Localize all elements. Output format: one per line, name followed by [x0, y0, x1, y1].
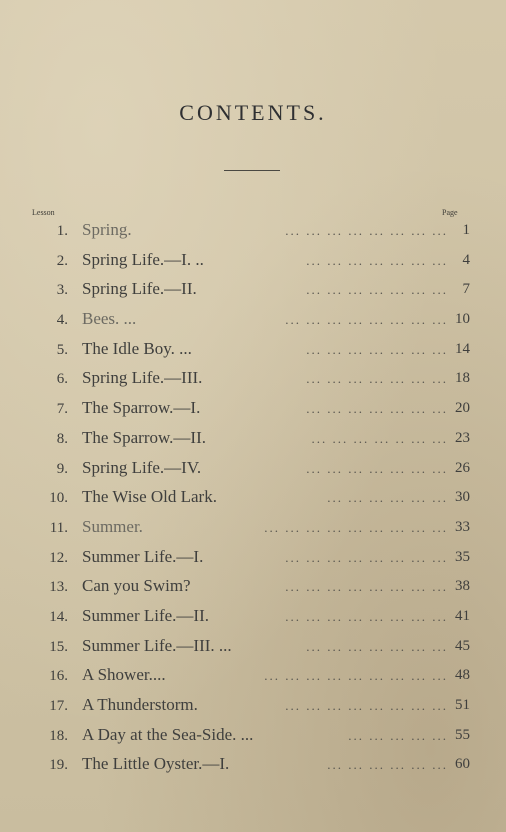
dot-leaders: ... ... ... ... ... ... ... ... ... — [264, 519, 448, 535]
page-number: 41 — [455, 607, 470, 624]
contents-entry — [0, 250, 506, 280]
dot-leaders: ... ... ... ... ... ... ... — [306, 401, 448, 417]
lesson-title: Summer Life.—I. — [82, 546, 204, 566]
lesson-number: 18. — [49, 727, 68, 744]
dot-leaders: ... ... ... ... ... ... — [327, 490, 448, 506]
page-number: 51 — [455, 697, 470, 713]
page-number: 48 — [455, 667, 470, 684]
contents-entry — [0, 368, 506, 398]
contents-entry — [0, 695, 506, 725]
page-number: 14 — [455, 340, 470, 357]
contents-entry — [0, 309, 506, 339]
dot-leaders: ... ... ... ... ... ... ... ... ... — [264, 668, 448, 684]
lesson-number: 14. — [49, 608, 68, 625]
lesson-title: A Shower.... — [82, 665, 166, 685]
contents-entry — [0, 339, 506, 369]
page-number: 45 — [455, 637, 470, 654]
page-number: 38 — [455, 578, 470, 595]
page-number: 26 — [455, 459, 470, 476]
lesson-number: 7. — [56, 401, 68, 418]
lesson-title: The Wise Old Lark. — [82, 487, 217, 507]
lesson-number: 15. — [49, 638, 68, 655]
page-number: 55 — [455, 726, 470, 743]
dot-leaders: ... ... ... ... ... ... ... — [306, 460, 448, 476]
lesson-number: 3. — [56, 282, 68, 299]
lesson-title: The Little Oyster.—I. — [82, 754, 230, 774]
contents-list — [0, 220, 506, 784]
dot-leaders: ... ... ... ... ... ... ... ... — [285, 223, 448, 238]
page-title: CONTENTS. — [179, 100, 327, 125]
lesson-title: Spring Life.—III. — [82, 368, 203, 388]
lesson-number: 10. — [49, 490, 68, 507]
lesson-title: Bees. ... — [82, 309, 137, 329]
lesson-title: Spring Life.—IV. — [82, 457, 202, 477]
dot-leaders: ... ... ... ... ... ... ... ... — [285, 608, 448, 624]
page-number: 20 — [455, 400, 470, 417]
dot-leaders: ... ... ... ... ... ... ... — [306, 341, 448, 357]
dot-leaders: ... ... ... ... ... ... ... — [306, 282, 448, 298]
contents-entry — [0, 279, 506, 309]
lesson-title: Spring Life.—II. — [82, 279, 197, 299]
lesson-title: Summer Life.—III. ... — [82, 635, 232, 655]
page-number: 18 — [455, 370, 470, 387]
lesson-title: Spring. — [82, 220, 132, 239]
lesson-title: Can you Swim? — [82, 576, 191, 596]
page-number: 10 — [455, 311, 470, 328]
lesson-title: Spring Life.—I. .. — [82, 249, 204, 269]
contents-entry — [0, 458, 506, 488]
lesson-title: Summer. — [82, 516, 143, 536]
lesson-number: 11. — [49, 519, 68, 536]
dot-leaders: ... ... ... ... ... ... ... — [306, 252, 448, 268]
lesson-title: A Thunderstorm. — [82, 695, 198, 714]
dot-leaders: ... ... ... ... .. ... ... — [311, 430, 448, 446]
contents-entry — [0, 428, 506, 458]
lesson-number: 13. — [49, 579, 68, 596]
page-number: 4 — [462, 251, 470, 268]
page-number: 1 — [462, 222, 470, 238]
contents-entry — [0, 576, 506, 606]
title-rule — [224, 170, 280, 171]
dot-leaders: ... ... ... ... ... ... ... ... — [285, 549, 448, 565]
contents-entry — [0, 517, 506, 547]
contents-entry — [0, 725, 506, 755]
lesson-number: 1. — [56, 223, 68, 239]
lesson-number: 16. — [49, 668, 68, 685]
dot-leaders: ... ... ... ... ... ... ... ... — [285, 698, 448, 713]
contents-entry — [0, 398, 506, 428]
dot-leaders: ... ... ... ... ... ... — [327, 757, 448, 773]
page-number: 60 — [455, 756, 470, 773]
lesson-number: 2. — [56, 252, 68, 269]
page-number: 35 — [455, 548, 470, 565]
contents-entry — [0, 754, 506, 784]
contents-entry — [0, 547, 506, 577]
lesson-number: 8. — [56, 430, 68, 447]
lesson-number: 4. — [56, 312, 68, 329]
lesson-title: Summer Life.—II. — [82, 605, 209, 625]
page-number: 7 — [462, 281, 470, 298]
lesson-title: The Idle Boy. ... — [82, 338, 192, 358]
lesson-number: 6. — [56, 371, 68, 388]
contents-entry — [0, 487, 506, 517]
page-number: 33 — [455, 518, 470, 535]
lesson-number: 19. — [49, 757, 68, 774]
lesson-title: The Sparrow.—I. — [82, 398, 201, 418]
lesson-column-header: Lesson — [32, 208, 55, 217]
dot-leaders: ... ... ... ... ... — [348, 727, 448, 743]
dot-leaders: ... ... ... ... ... ... ... ... — [285, 312, 448, 328]
lesson-number: 9. — [56, 460, 68, 477]
lesson-title: A Day at the Sea-Side. ... — [82, 724, 254, 744]
contents-entry — [0, 636, 506, 666]
lesson-number: 5. — [56, 341, 68, 358]
contents-entry — [0, 220, 506, 250]
contents-entry — [0, 665, 506, 695]
dot-leaders: ... ... ... ... ... ... ... — [306, 371, 448, 387]
dot-leaders: ... ... ... ... ... ... ... — [306, 638, 448, 654]
page-column-header: Page — [442, 208, 458, 217]
page-number: 30 — [455, 489, 470, 506]
lesson-number: 12. — [49, 549, 68, 566]
lesson-title: The Sparrow.—II. — [82, 427, 206, 447]
lesson-number: 17. — [49, 698, 68, 714]
dot-leaders: ... ... ... ... ... ... ... ... — [285, 579, 448, 595]
page-number: 23 — [455, 429, 470, 446]
contents-entry — [0, 606, 506, 636]
